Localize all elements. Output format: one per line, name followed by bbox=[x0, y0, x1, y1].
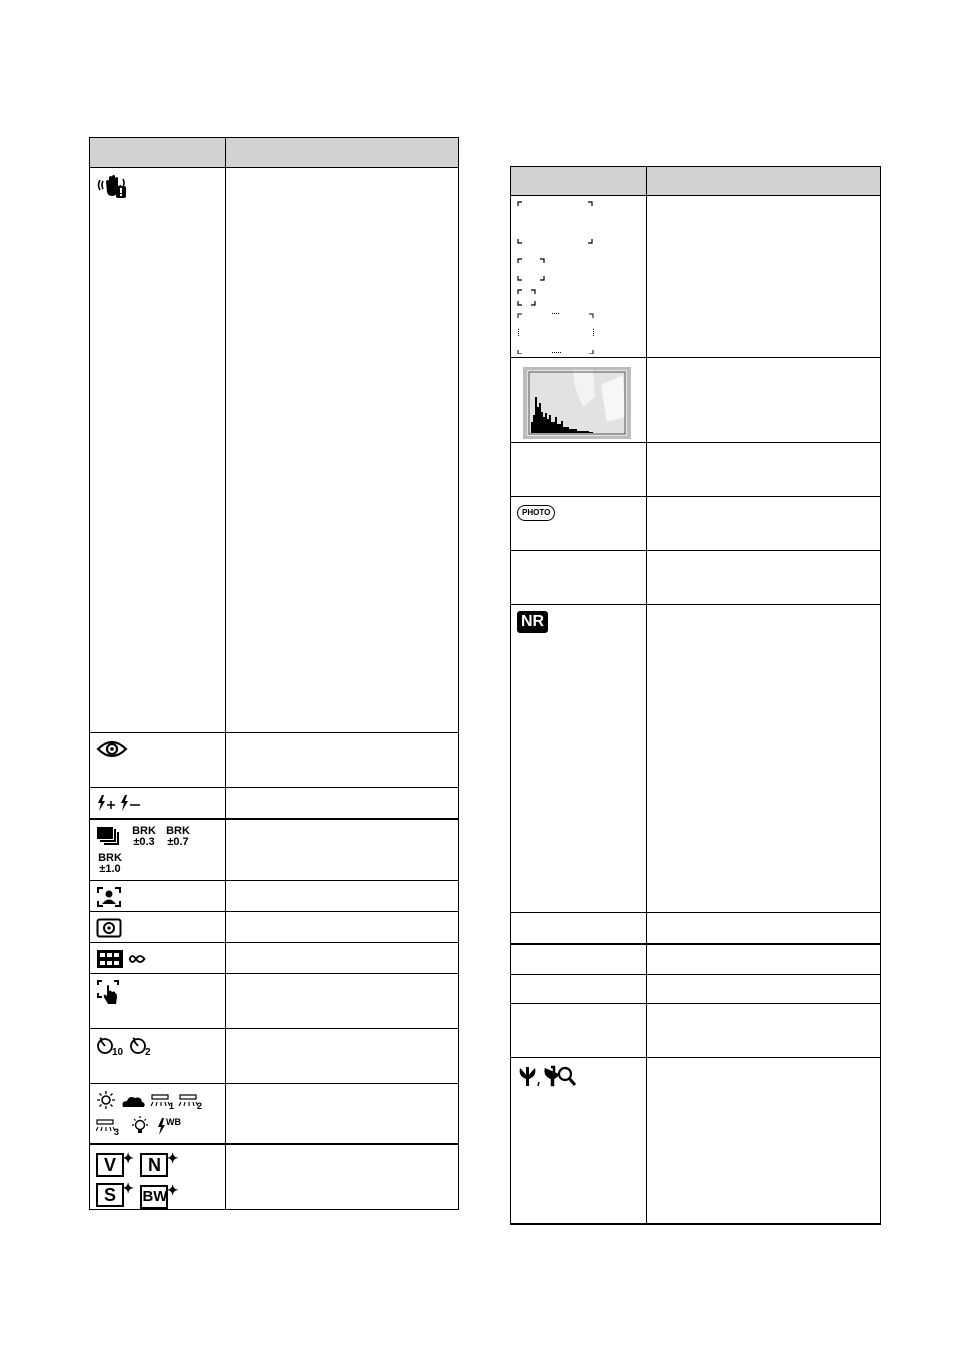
icon-cell bbox=[511, 975, 647, 1004]
icon-cell bbox=[90, 788, 226, 819]
description-cell bbox=[647, 913, 881, 944]
description-cell bbox=[226, 1084, 459, 1144]
bracket-label-07: BRK ±0.7 bbox=[166, 824, 190, 848]
description-cell bbox=[647, 605, 881, 913]
table-row bbox=[511, 1004, 881, 1058]
table-row bbox=[90, 974, 459, 1029]
description-cell bbox=[226, 943, 459, 974]
header-cell bbox=[511, 167, 647, 196]
header-cell bbox=[226, 138, 459, 168]
right-icon-table bbox=[510, 166, 881, 1225]
macro-icon bbox=[517, 1064, 583, 1088]
red-eye-reduction-icon bbox=[96, 739, 128, 759]
table-row bbox=[511, 443, 881, 497]
header-cell bbox=[647, 167, 881, 196]
description-cell bbox=[226, 881, 459, 912]
table-row bbox=[90, 912, 459, 943]
cloudy-icon bbox=[123, 1097, 145, 1107]
sepia-mode-icon: S ✦ bbox=[96, 1183, 124, 1207]
table-row bbox=[90, 168, 459, 733]
table-header-row bbox=[90, 138, 459, 168]
table-row bbox=[90, 788, 459, 819]
description-cell bbox=[647, 1004, 881, 1058]
icon-cell bbox=[511, 1004, 647, 1058]
touch-focus-icon bbox=[96, 980, 122, 1006]
table-row bbox=[511, 196, 881, 358]
flash-wb-icon bbox=[158, 1117, 181, 1135]
icon-cell bbox=[90, 1029, 226, 1084]
description-cell bbox=[647, 975, 881, 1004]
icon-cell bbox=[90, 168, 226, 733]
icon-cell bbox=[90, 974, 226, 1029]
description-cell bbox=[647, 1058, 881, 1224]
description-cell bbox=[647, 443, 881, 497]
face-detection-icon bbox=[96, 887, 122, 907]
table-row bbox=[511, 497, 881, 551]
icon-cell bbox=[90, 943, 226, 974]
vivid-mode-icon: V ✦ bbox=[96, 1153, 124, 1177]
header-cell bbox=[90, 138, 226, 168]
wb-label-1: 1 bbox=[169, 1101, 175, 1111]
description-cell bbox=[226, 733, 459, 788]
bw-mode-icon: BW ✦ bbox=[140, 1185, 168, 1209]
table-row bbox=[511, 913, 881, 944]
icon-cell bbox=[90, 912, 226, 943]
noise-reduction-icon: NR bbox=[517, 611, 548, 633]
table-row bbox=[511, 1058, 881, 1224]
icon-cell bbox=[511, 913, 647, 944]
table-row bbox=[90, 1029, 459, 1084]
description-cell bbox=[226, 1029, 459, 1084]
table-row bbox=[90, 881, 459, 912]
wb-label-flash: WB bbox=[166, 1117, 181, 1127]
color-mode-icon bbox=[96, 1149, 225, 1177]
self-timer-icon bbox=[96, 1035, 158, 1057]
description-cell bbox=[647, 196, 881, 358]
description-cell bbox=[647, 358, 881, 443]
icon-cell bbox=[511, 605, 647, 913]
description-cell bbox=[647, 497, 881, 551]
bracket-label-10: BRK ±1.0 bbox=[98, 851, 122, 875]
description-cell bbox=[226, 912, 459, 943]
burst-bracket-icon bbox=[96, 826, 225, 849]
table-row bbox=[511, 358, 881, 443]
burst-icon bbox=[96, 826, 124, 846]
incandescent-icon bbox=[132, 1116, 148, 1133]
table-row bbox=[511, 975, 881, 1004]
camera-shake-warning-icon bbox=[96, 174, 132, 200]
focus-infinity-icon bbox=[96, 949, 156, 969]
table-row bbox=[90, 1144, 459, 1210]
table-row bbox=[90, 943, 459, 974]
icon-cell bbox=[90, 1144, 226, 1210]
icon-cell bbox=[511, 944, 647, 975]
table-row bbox=[90, 1084, 459, 1144]
photo-icon: PHOTO bbox=[517, 505, 555, 521]
af-range-finder-frame-icon bbox=[515, 200, 597, 354]
description-cell bbox=[226, 974, 459, 1029]
metering-mode-icon bbox=[96, 918, 122, 938]
description-cell bbox=[226, 788, 459, 819]
wb-label-2: 2 bbox=[197, 1101, 203, 1111]
description-cell bbox=[226, 168, 459, 733]
icon-cell bbox=[90, 733, 226, 788]
icon-cell bbox=[90, 881, 226, 912]
icon-cell bbox=[90, 819, 226, 881]
table-row bbox=[90, 733, 459, 788]
description-cell bbox=[226, 819, 459, 881]
description-cell bbox=[647, 944, 881, 975]
timer-label-10: 10 bbox=[112, 1047, 124, 1057]
table-row bbox=[511, 944, 881, 975]
table-row bbox=[511, 605, 881, 913]
flash-level-icon bbox=[96, 794, 148, 812]
daylight-icon bbox=[97, 1091, 115, 1109]
table-header-row bbox=[511, 167, 881, 196]
description-cell bbox=[226, 1144, 459, 1210]
icon-cell bbox=[511, 196, 647, 358]
timer-label-2: 2 bbox=[145, 1047, 151, 1057]
icon-cell bbox=[511, 1058, 647, 1224]
histogram-icon bbox=[523, 367, 631, 439]
left-icon-table bbox=[89, 137, 459, 1210]
icon-cell bbox=[90, 1084, 226, 1144]
description-cell bbox=[647, 551, 881, 605]
table-row bbox=[90, 819, 459, 881]
white-balance-icon bbox=[96, 1090, 216, 1138]
wb-label-3: 3 bbox=[114, 1127, 120, 1137]
normal-mode-icon: N ✦ bbox=[140, 1153, 168, 1177]
fluorescent-icon bbox=[96, 1095, 202, 1137]
icon-cell bbox=[511, 443, 647, 497]
table-row bbox=[511, 551, 881, 605]
icon-cell bbox=[511, 497, 647, 551]
bracket-label-03: BRK ±0.3 bbox=[132, 824, 156, 848]
icon-cell bbox=[511, 551, 647, 605]
icon-cell bbox=[511, 358, 647, 443]
